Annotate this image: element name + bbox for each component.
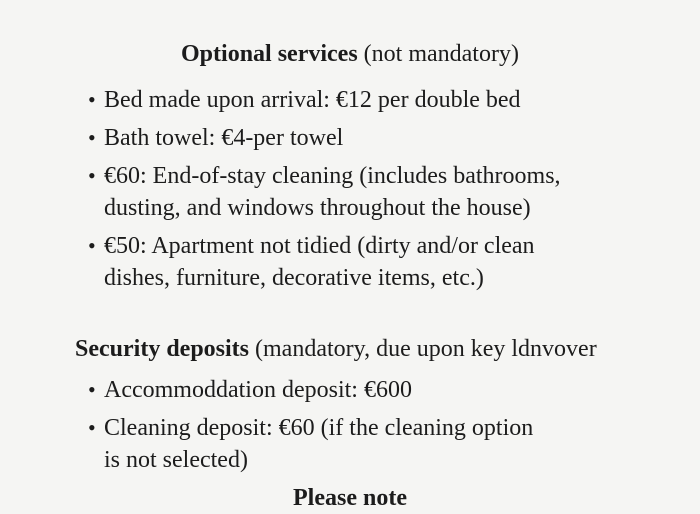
security-deposits-heading (75, 333, 597, 365)
list-item-text: dusting, and windows throughout the house) (104, 195, 531, 221)
list-item-text: €50: Apartment not tidied (dirty and/or clean (104, 233, 535, 259)
list-item (88, 160, 561, 224)
bullet-icon: • (88, 377, 96, 402)
optional-services-list (88, 84, 561, 300)
list-item (88, 374, 533, 406)
page-title-bold: Optional services (181, 41, 358, 67)
bullet-icon: • (88, 415, 96, 440)
security-deposits-heading-bold: Security deposits (75, 336, 249, 362)
page-title (0, 38, 700, 70)
list-item-text: €60: End-of-stay cleaning (includes bathrooms, (104, 163, 561, 189)
list-item (88, 230, 561, 294)
list-item (88, 84, 561, 116)
list-item (88, 122, 561, 154)
bullet-icon: • (88, 163, 96, 188)
list-item-text: Bed made upon arrival: €12 per double bed (104, 87, 521, 113)
bullet-icon: • (88, 125, 96, 150)
page-title-rest: (not mandatory) (357, 41, 519, 67)
list-item-text: Accommoddation deposit: €600 (104, 377, 412, 403)
list-item-text: dishes, furniture, decorative items, etc.) (104, 265, 484, 291)
bullet-icon: • (88, 233, 96, 258)
security-deposits-list (88, 374, 533, 482)
list-item-text: is not selected) (104, 447, 248, 473)
list-item-text: Cleaning deposit: €60 (if the cleaning option (104, 415, 534, 441)
security-deposits-heading-rest: (mandatory, due upon key ldnvover (249, 336, 597, 362)
please-note-heading: Please note (293, 485, 407, 511)
list-item-text: Bath towel: €4-per towel (104, 125, 344, 151)
bullet-icon: • (88, 87, 96, 112)
list-item (88, 412, 533, 476)
